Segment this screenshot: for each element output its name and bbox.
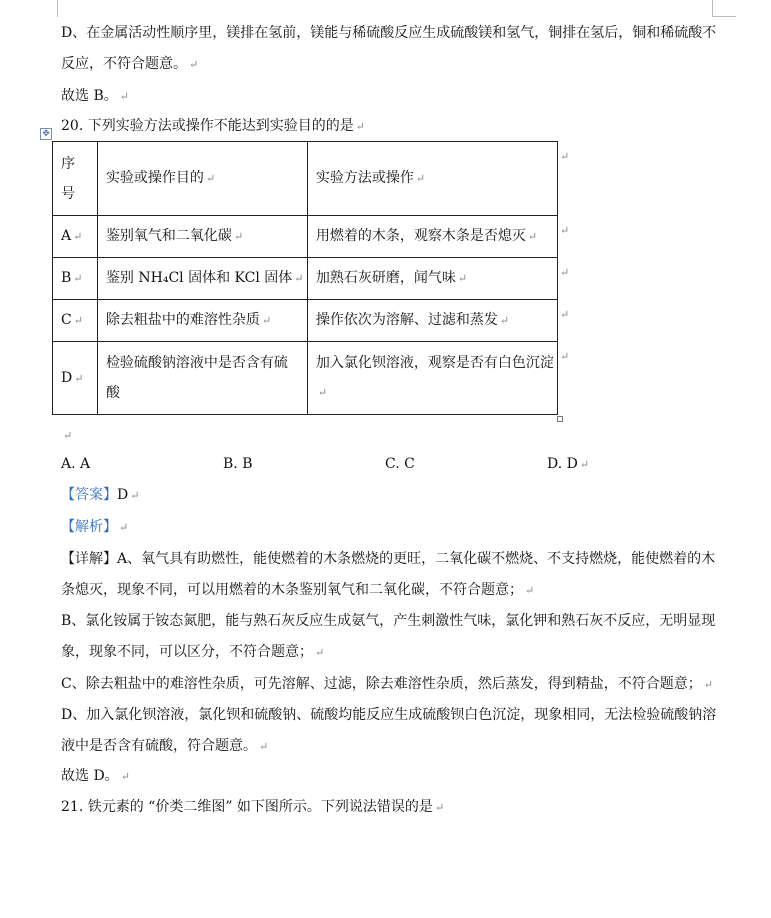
cell-mark-icon: ↵ [294, 272, 304, 285]
cell-mark-icon: ↵ [74, 371, 84, 385]
row-purpose-cell: 鉴别氧气和二氧化碳 ↵ [97, 216, 307, 258]
option-a: A. A [61, 456, 91, 472]
table-row [53, 258, 558, 300]
cell-mark-icon: ↵ [415, 172, 426, 185]
row-method-cell: 加熟石灰研磨，闻气味 ↵ [307, 258, 557, 300]
row-method-cell: 加入氯化钡溶液，观察是否有白色沉淀↵ [307, 342, 557, 415]
paragraph-mark-icon: ↵ [259, 740, 269, 753]
question-20-title: 20. 下列实验方法或操作不能达到实验目的的是 ↵ [61, 118, 365, 134]
empty-paragraph [61, 426, 72, 445]
cell-mark-icon: ↵ [261, 314, 272, 327]
paragraph-mark-icon: ↵ [434, 801, 445, 814]
analysis-label: 【解析】 [61, 519, 117, 535]
crop-mark-top-right-vertical [712, 0, 713, 17]
row-no-cell: B ↵ [53, 258, 98, 300]
header-method-cell: 实验方法或操作 ↵ [307, 142, 557, 216]
paragraph-mark-icon: ↵ [355, 120, 365, 133]
detail-line: 故选 D。 ↵ [61, 768, 130, 784]
row-no-cell: A ↵ [53, 216, 98, 258]
cell-mark-icon: ↵ [457, 272, 468, 285]
row-no-cell: D ↵ [53, 342, 98, 415]
row-end-mark-icon: ↵ [560, 308, 570, 321]
question-20-table [52, 141, 558, 415]
cell-mark-icon: ↵ [527, 230, 538, 243]
detail-line: 【详解】A、氧气具有助燃性，能使燃着的木条燃烧的更旺，二氧化碳不燃烧、不支持燃烧，能使燃着的木 [61, 551, 716, 567]
detail-line: 象，现象不同，可以区分，不符合题意； ↵ [61, 644, 325, 660]
header-no-cell: 序号 [53, 142, 98, 216]
crop-mark-top-right-horizontal [712, 16, 736, 17]
cell-mark-icon: ↵ [73, 230, 83, 243]
table-row [53, 216, 558, 258]
analysis-line [61, 518, 128, 537]
detail-line: 液中是否含有硫酸，符合题意。 ↵ [61, 738, 269, 754]
detail-line: C、除去粗盐中的难溶性杂质，可先溶解、过滤，除去难溶性杂质，然后蒸发，得到精盐，不符合题意； ↵ [61, 676, 713, 692]
cell-mark-icon: ↵ [499, 314, 510, 327]
row-no-cell: C ↵ [53, 300, 98, 342]
cell-mark-icon: ↵ [73, 272, 83, 285]
paragraph-mark-icon: ↵ [579, 458, 590, 471]
option-b: B. B [223, 456, 253, 472]
paragraph-mark-icon: ↵ [119, 521, 129, 534]
text-line: D、在金属活动性顺序里，镁排在氢前，镁能与稀硫酸反应生成硫酸镁和氢气，铜排在氢后，铜和稀硫酸不 [61, 25, 717, 41]
crop-mark-top-left [57, 0, 58, 17]
detail-label: 【详解】 [61, 551, 117, 567]
answer-line [61, 486, 139, 505]
paragraph-mark-icon: ↵ [315, 646, 325, 659]
table-header-row [53, 142, 558, 216]
header-purpose-cell: 实验或操作目的 ↵ [97, 142, 307, 216]
option-c: C. C [385, 456, 415, 472]
table-resize-handle[interactable] [557, 416, 563, 422]
detail-line: 条熄灭，现象不同，可以用燃着的木条鉴别氧气和二氧化碳，不符合题意； ↵ [61, 582, 535, 598]
paragraph-mark-icon: ↵ [119, 90, 129, 103]
row-purpose-cell: 鉴别 NH₄Cl 固体和 KCl 固体 ↵ [97, 258, 307, 300]
cell-mark-icon: ↵ [233, 230, 244, 243]
table-row [53, 300, 558, 342]
cell-mark-icon: ↵ [73, 314, 83, 327]
answer-value: D [117, 487, 129, 503]
paragraph-mark-icon: ↵ [189, 58, 199, 71]
table-move-handle-icon[interactable]: ✥ [40, 128, 52, 140]
cell-mark-icon: ↵ [205, 172, 216, 185]
paragraph-mark-icon: ↵ [525, 584, 535, 597]
row-purpose-cell: 检验硫酸钠溶液中是否含有硫酸 [97, 342, 307, 415]
text-line: 故选 B。 ↵ [61, 88, 129, 104]
row-method-cell: 操作依次为溶解、过滤和蒸发 ↵ [307, 300, 557, 342]
paragraph-mark-icon: ↵ [130, 489, 140, 502]
paragraph-mark-icon: ↵ [703, 678, 713, 691]
cell-mark-icon: ↵ [317, 386, 328, 399]
question-21-title: 21. 铁元素的 “价类二维图” 如下图所示。下列说法错误的是 ↵ [61, 799, 445, 815]
row-method-cell: 用燃着的木条，观察木条是否熄灭 ↵ [307, 216, 557, 258]
row-end-mark-icon: ↵ [560, 266, 570, 279]
row-end-mark-icon: ↵ [560, 350, 570, 363]
answer-label: 【答案】 [61, 487, 117, 503]
option-d: D. D ↵ [547, 456, 590, 472]
paragraph-mark-icon: ↵ [120, 770, 130, 783]
row-purpose-cell: 除去粗盐中的难溶性杂质 ↵ [97, 300, 307, 342]
detail-line: D、加入氯化钡溶液，氯化钡和硫酸钠、硫酸均能反应生成硫酸钡白色沉淀，现象相同，无法检验硫酸钠溶 [61, 707, 717, 723]
row-end-mark-icon: ↵ [560, 224, 570, 237]
table-row [53, 342, 558, 415]
detail-line: B、氯化铵属于铵态氮肥，能与熟石灰反应生成氨气，产生刺激性气味，氯化钾和熟石灰不反应，无明显现 [61, 613, 716, 629]
text-line: 反应，不符合题意。 ↵ [61, 56, 199, 72]
paragraph-mark-icon: ↵ [63, 429, 73, 442]
row-end-mark-icon: ↵ [560, 150, 570, 163]
